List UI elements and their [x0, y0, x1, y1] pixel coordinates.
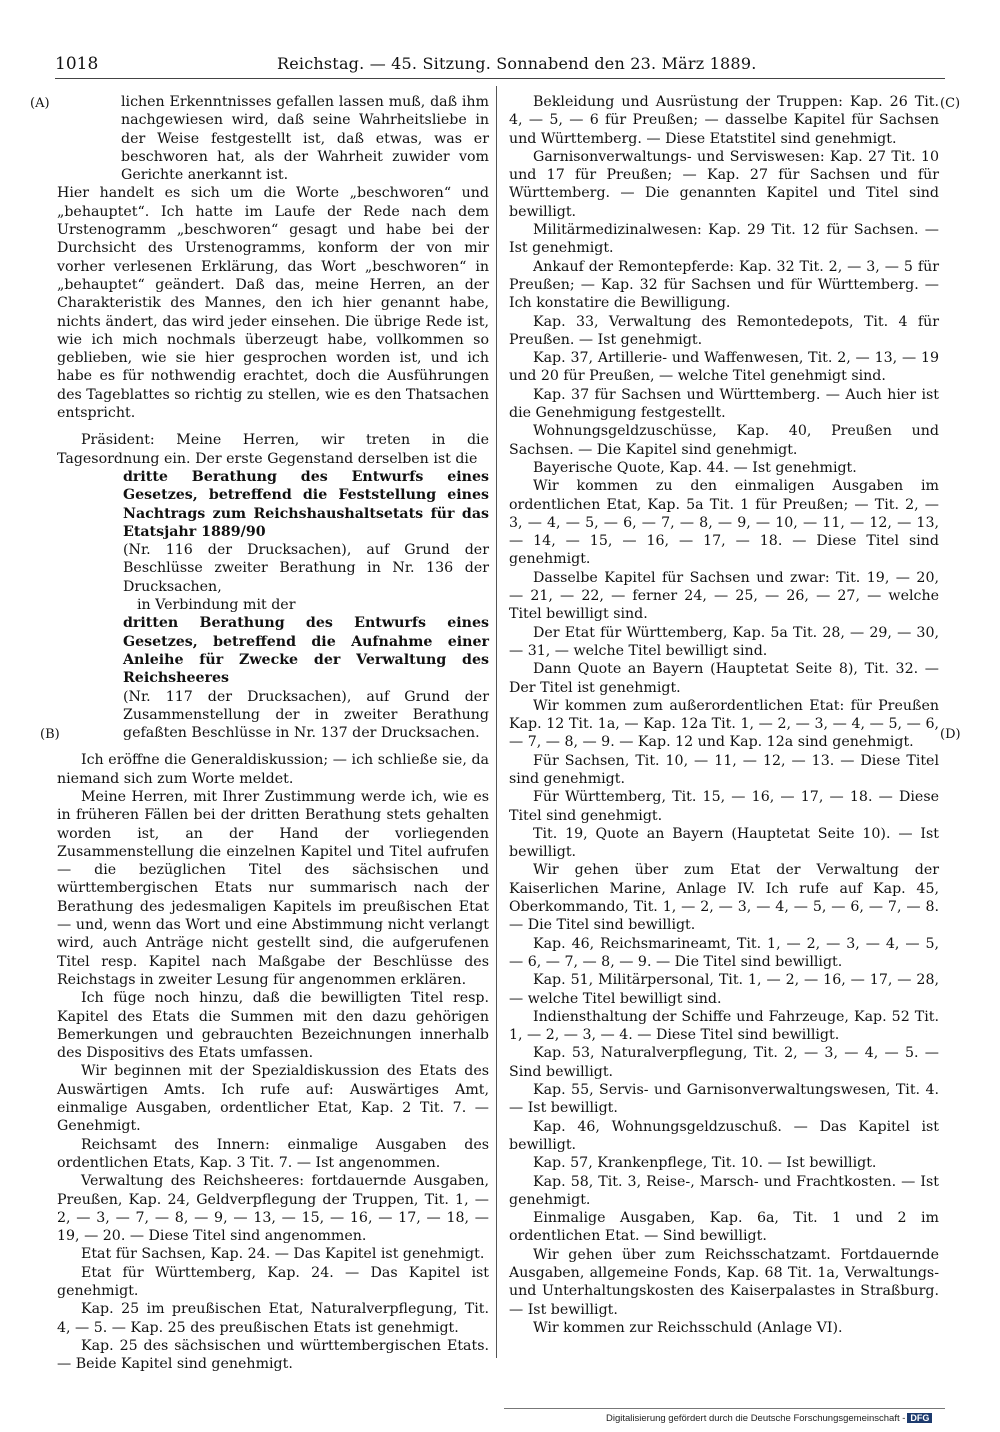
paragraph: Kap. 57, Krankenpflege, Tit. 10. — Ist bewilligt. — [533, 1155, 877, 1172]
paragraph: Verwaltung des Reichsheeres: fortdauernde Ausgaben, Preußen, Kap. 24, Geldverpflegung der Truppen, Tit. 1, — 2, — 3, — 7, — 8, — 9, — 13, — 15, — 16, — 17, — 18, — 19, — 20. — Diese Titel sind angenommen. — [57, 1173, 489, 1245]
paragraph: Kap. 37 für Sachsen und Württemberg. — Auch hier ist die Genehmigung festgestellt. — [509, 386, 939, 422]
paragraph: Kap. 37, Artillerie- und Waffenwesen, Tit. 2, — 13, — 19 und 20 für Preußen, — welche Titel genehmigt sind. — [509, 350, 939, 385]
paragraph: Wir kommen zu den einmaligen Ausgaben im ordentlichen Etat, Kap. 5a Tit. 1 für Preußen; — Tit. 2, — 3, — 4, — 5, — 6, — 7, — 8, — 9, — 10, — 11, — 12, — 13, — 14, — 15, — 16, — 17, — 18. — Diese Titel sind genehmigt. — [509, 478, 939, 568]
paragraph: Wir gehen über zum Etat der Verwaltung der Kaiserlichen Marine, Anlage IV. Ich rufe auf Kap. 45, Oberkommando, Tit. 1, — 2, — 3, — 4, — 5, — 6, — 7, — 8. — Die Titel sind bewilligt. — [509, 862, 939, 934]
paragraph: Indiensthaltung der Schiffe und Fahrzeuge, Kap. 52 Tit. 1, — 2, — 3, — 4. — Diese Titel sind bewilligt. — [509, 1008, 939, 1044]
paragraph: (Nr. 116 der Drucksachen), auf Grund der Beschlüsse zweiter Berathung in Nr. 136 der Drucksachen, — [123, 542, 489, 595]
margin-mark-d: (D) — [940, 727, 961, 742]
paragraph: Wir gehen über zum Reichsschatzamt. Fortdauernde Ausgaben, allgemeine Fonds, Kap. 68 Tit. 1a, Verwaltungs- und Unterhaltungskosten des Kaiserpalastes in Straßburg. — Ist bewilligt. — [509, 1246, 939, 1318]
paragraph: Präsident: Meine Herren, wir treten in die Tagesordnung ein. Der erste Gegenstand derselben ist die — [57, 432, 489, 467]
right-column — [509, 93, 939, 1337]
page-header — [55, 54, 945, 76]
paragraph: Etat für Württemberg, Kap. 24. — Das Kapitel ist genehmigt. — [57, 1264, 489, 1299]
paragraph: (Nr. 117 der Drucksachen), auf Grund der Zusammenstellung der in zweiter Berathung gefaßten Beschlüsse in Nr. 137 der Drucksachen. — [123, 688, 489, 742]
footer-rule — [504, 1408, 945, 1409]
paragraph: Wir beginnen mit der Spezialdiskussion des Etats des Auswärtigen Amts. Ich rufe auf: Auswärtiges Amt, einmalige Ausgaben, ordentlicher Etat, Kap. 2 Tit. 7. — Genehmigt. — [57, 1063, 489, 1135]
paragraph: Kap. 25 des sächsischen und württembergischen Etats. — Beide Kapitel sind genehmigt. — [57, 1337, 489, 1373]
paragraph-gap — [57, 742, 489, 751]
left-column — [57, 93, 489, 1373]
paragraph: dritten Berathung des Entwurfs eines Gesetzes, betreffend die Aufnahme einer Anleihe für Zwecke der Verwaltung des Reichsheeres — [123, 615, 489, 687]
paragraph: Kap. 53, Naturalverpflegung, Tit. 2, — 3, — 4, — 5. — Sind bewilligt. — [509, 1045, 939, 1080]
paragraph: Wohnungsgeldzuschüsse, Kap. 40, Preußen und Sachsen. — Die Kapitel sind genehmigt. — [509, 423, 939, 458]
paragraph: Bekleidung und Ausrüstung der Truppen: Kap. 26 Tit. 4, — 5, — 6 für Preußen; — dasselbe Kapitel für Sachsen und Württemberg. — Diese Etatstitel sind genehmigt. — [509, 94, 939, 147]
paragraph: Ankauf der Remontepferde: Kap. 32 Tit. 2, — 3, — 5 für Preußen; — Kap. 32 für Sachsen und für Württemberg. — Ich konstatire die Bewilligung. — [509, 258, 939, 312]
paragraph: Für Sachsen, Tit. 10, — 11, — 12, — 13. — Diese Titel sind genehmigt. — [509, 752, 939, 787]
paragraph: dritte Berathung des Entwurfs eines Gesetzes, betreffend die Feststellung eines Nachtrags zum Reichshaushaltsetats für das Etatsjahr 1889/90 — [123, 468, 489, 540]
paragraph: Wir kommen zum außerordentlichen Etat: für Preußen Kap. 12 Tit. 1a, — Kap. 12a Tit. 1, — 2, — 3, — 4, — 5, — 6, — 7, — 8, — 9. — Kap. 12 und Kap. 12a sind genehmigt. — [509, 697, 939, 751]
footer-text: Digitalisierung gefördert durch die Deutsche Forschungsgemeinschaft - — [606, 1413, 906, 1424]
paragraph: Kap. 51, Militärpersonal, Tit. 1, — 2, — 16, — 17, — 28, — welche Titel bewilligt sind. — [509, 972, 939, 1007]
paragraph: Ich füge noch hinzu, daß die bewilligten Titel resp. Kapitel des Etats die Summen mit den dazu gehörigen Bemerkungen und gebrauchten Bezeichnungen innerhalb des Dispositivs des Etats umfassen. — [57, 990, 489, 1062]
column-divider — [496, 86, 497, 1358]
paragraph: Dann Quote an Bayern (Hauptetat Seite 8), Tit. 32. — Der Titel ist genehmigt. — [509, 661, 939, 696]
header-rule — [55, 78, 945, 79]
paragraph-gap — [57, 422, 489, 431]
paragraph: Für Württemberg, Tit. 15, — 16, — 17, — 18. — Diese Titel sind genehmigt. — [509, 789, 939, 824]
margin-mark-b: (B) — [40, 727, 60, 742]
footer — [606, 1413, 932, 1424]
paragraph: Hier handelt es sich um die Worte „beschworen“ und „behauptet“. Ich hatte im Laufe der Rede nach dem Urstenogramm „beschworen“ gesagt und habe bei der Durchsicht des Urstenogramms, konform der von mir vorher verlesenen Erklärung, das Wort „beschworen“ in „behauptet“ geändert. Daß das, meine Herren, an der Charakteristik des Mannes, den ich hier genannt habe, nichts ändert, das wird jeder einsehen. Die übrige Rede ist, wie ich mich nochmals überzeugt habe, vollkommen so geblieben, wie sie hier gesprochen worden ist, und ich habe es für nothwendig erachtet, doch die Ausführungen des Tageblattes so richtig zu stellen, wie es den Thatsachen entspricht. — [57, 185, 489, 422]
paragraph: Kap. 58, Tit. 3, Reise-, Marsch- und Frachtkosten. — Ist genehmigt. — [509, 1173, 939, 1208]
running-title: Reichstag. — 45. Sitzung. Sonnabend den 23. März 1889. — [277, 54, 757, 73]
paragraph: Kap. 46, Reichsmarineamt, Tit. 1, — 2, — 3, — 4, — 5, — 6, — 7, — 8, — 9. — Die Titel sind bewilligt. — [509, 935, 939, 970]
paragraph: lichen Erkenntnisses gefallen lassen muß, daß ihm nachgewiesen wird, daß seine Wahrheitsliebe in der Weise festgestellt ist, daß etwas, was er beschworen hat, als der Wahrheit zuwider vom Gerichte anerkannt ist. — [121, 94, 489, 184]
paragraph: Reichsamt des Innern: einmalige Ausgaben des ordentlichen Etats, Kap. 3 Tit. 7. — Ist angenommen. — [57, 1136, 489, 1171]
paragraph: Wir kommen zur Reichsschuld (Anlage VI). — [533, 1319, 843, 1336]
paragraph: Kap. 55, Servis- und Garnisonverwaltungswesen, Tit. 4. — Ist bewilligt. — [509, 1082, 939, 1117]
page-number: 1018 — [55, 54, 99, 74]
paragraph: Tit. 19, Quote an Bayern (Hauptetat Seite 10). — Ist bewilligt. — [509, 825, 939, 861]
dfg-logo: DFG — [907, 1413, 932, 1423]
paragraph: Bayerische Quote, Kap. 44. — Ist genehmigt. — [533, 459, 857, 476]
paragraph: Kap. 25 im preußischen Etat, Naturalverpflegung, Tit. 4, — 5. — Kap. 25 des preußischen Etats ist genehmigt. — [57, 1301, 489, 1336]
paragraph: Ich eröffne die Generaldiskussion; — ich schließe sie, da niemand sich zum Worte meldet. — [57, 752, 489, 787]
paragraph: Einmalige Ausgaben, Kap. 6a, Tit. 1 und 2 im ordentlichen Etat. — Sind bewilligt. — [509, 1210, 939, 1245]
paragraph: Militärmedizinalwesen: Kap. 29 Tit. 12 für Sachsen. — Ist genehmigt. — [509, 222, 939, 257]
paragraph: Meine Herren, mit Ihrer Zustimmung werde ich, wie es in früheren Fällen bei der dritten Berathung stets gehalten worden ist, an der Hand der vorliegenden Zusammenstellung die einzelnen Kapitel und Titel aufrufen — die bezüglichen Titel des sächsischen und württembergischen Etats nur summarisch nach der Berathung des jedesmaligen Kapitels im preußischen Etat — und, wenn das Wort und eine Abstimmung nicht verlangt wird, auch Anträge nicht gestellt sind, die aufgerufenen Titel resp. Kapitel nach Maßgabe der Beschlüsse des Reichstags in zweiter Lesung für angenommen erklären. — [57, 788, 489, 988]
paragraph: Kap. 46, Wohnungsgeldzuschuß. — Das Kapitel ist bewilligt. — [509, 1118, 939, 1153]
margin-mark-a: (A) — [30, 96, 50, 111]
paragraph: Der Etat für Württemberg, Kap. 5a Tit. 28, — 29, — 30, — 31, — welche Titel bewilligt sind. — [509, 624, 939, 659]
paragraph: in Verbindung mit der — [137, 597, 296, 614]
paragraph: Dasselbe Kapitel für Sachsen und zwar: Tit. 19, — 20, — 21, — 22, — ferner 24, — 25, — 26, — 27, — welche Titel bewilligt sind. — [509, 569, 939, 623]
margin-mark-c: (C) — [940, 96, 961, 111]
paragraph: Etat für Sachsen, Kap. 24. — Das Kapitel ist genehmigt. — [81, 1246, 485, 1263]
paragraph: Garnisonverwaltungs- und Serviswesen: Kap. 27 Tit. 10 und 17 für Preußen; — Kap. 27 für Sachsen und für Württemberg. — Die genannten Kapitel und Titel sind bewilligt. — [509, 148, 939, 220]
paragraph: Kap. 33, Verwaltung des Remontedepots, Tit. 4 für Preußen. — Ist genehmigt. — [509, 313, 939, 348]
